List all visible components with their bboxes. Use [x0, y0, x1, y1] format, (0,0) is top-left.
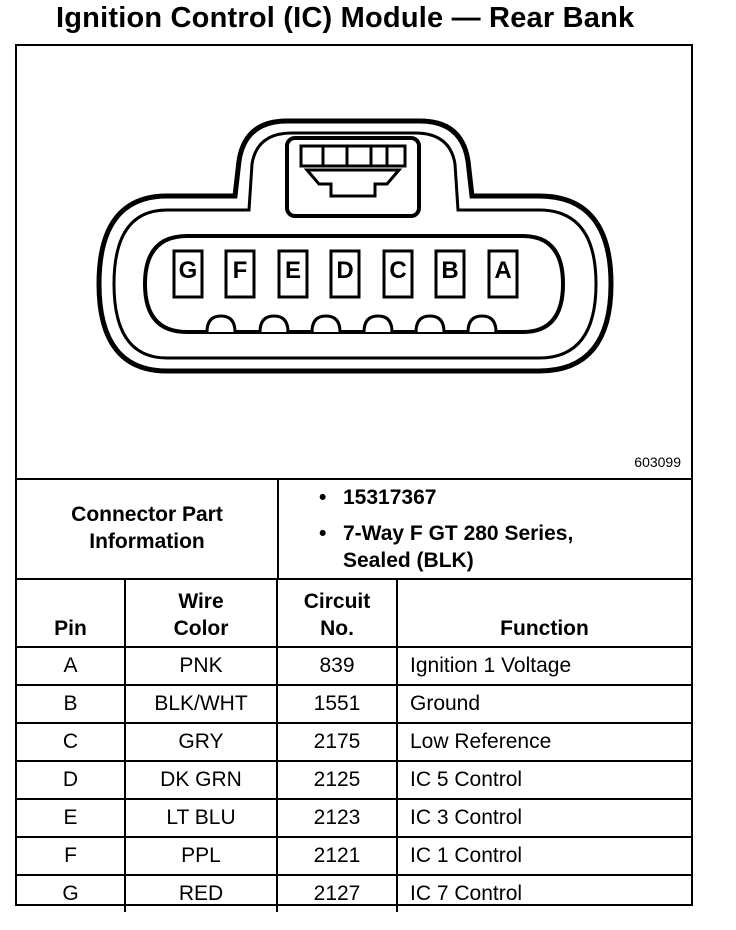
table-row	[17, 799, 691, 837]
wire-color-cell: GRY	[125, 723, 277, 761]
connector-part-number: 15317367	[343, 486, 437, 509]
cavity-bumps	[207, 316, 496, 332]
function-cell: Ignition 1 Voltage	[397, 647, 691, 685]
function-cell: Ground	[397, 685, 691, 723]
connector-info-list	[315, 484, 685, 583]
wire-color-cell: LT BLU	[125, 799, 277, 837]
header-pin: Pin	[17, 578, 125, 647]
circuit-cell: 2175	[277, 723, 397, 761]
connector-info-label-line1: Connector Part	[71, 503, 223, 526]
pin-label-c: C	[389, 257, 407, 284]
table-row	[17, 875, 691, 912]
connector-info-item	[315, 484, 685, 511]
wire-color-cell: DK GRN	[125, 761, 277, 799]
pin-cell: E	[17, 799, 125, 837]
table-row	[17, 723, 691, 761]
pin-cell: F	[17, 837, 125, 875]
wire-color-cell: BLK/WHT	[125, 685, 277, 723]
pin-label-d: D	[336, 257, 354, 284]
circuit-cell: 2121	[277, 837, 397, 875]
table-row	[17, 837, 691, 875]
header-circuit-no: Circuit No.	[277, 578, 397, 647]
pin-label-e: E	[284, 257, 302, 284]
connector-figure	[17, 46, 691, 480]
table-row	[17, 647, 691, 685]
page-title: Ignition Control (IC) Module — Rear Bank	[56, 2, 635, 34]
pin-label-f: F	[232, 257, 248, 284]
latch-icon	[287, 138, 419, 216]
connector-info-item	[315, 520, 685, 574]
function-cell: IC 5 Control	[397, 761, 691, 799]
pin-cell: B	[17, 685, 125, 723]
circuit-cell: 2125	[277, 761, 397, 799]
connector-frame	[15, 44, 693, 906]
function-cell: IC 3 Control	[397, 799, 691, 837]
pin-cell: C	[17, 723, 125, 761]
connector-info-label-line2: Information	[89, 530, 205, 553]
pinout-header-row	[17, 578, 691, 647]
wire-color-cell: RED	[125, 875, 277, 912]
figure-code: 603099	[634, 454, 681, 470]
table-row	[17, 685, 691, 723]
table-row	[17, 761, 691, 799]
pin-label-g: G	[178, 257, 198, 284]
wire-color-cell: PPL	[125, 837, 277, 875]
function-cell: IC 7 Control	[410, 882, 523, 905]
pinout-table	[17, 578, 691, 912]
connector-info-label	[17, 478, 279, 578]
connector-description-line1: 7-Way F GT 280 Series,	[343, 522, 574, 545]
header-function: Function	[397, 578, 691, 647]
circuit-cell: 1551	[277, 685, 397, 723]
circuit-cell: 2127	[277, 875, 397, 912]
pin-cell: D	[17, 761, 125, 799]
function-cell: IC 1 Control	[397, 837, 691, 875]
pin-cell: G	[17, 875, 125, 912]
pin-label-a: A	[494, 257, 512, 284]
function-cell: Low Reference	[397, 723, 691, 761]
connector-face-drawing	[17, 46, 691, 478]
wire-color-cell: PNK	[125, 647, 277, 685]
connector-description-line2: Sealed (BLK)	[343, 549, 474, 572]
pin-label-b: B	[441, 257, 459, 284]
pin-cell: A	[17, 647, 125, 685]
connector-info-section	[17, 478, 691, 580]
circuit-cell: 2123	[277, 799, 397, 837]
circuit-cell: 839	[277, 647, 397, 685]
header-wire-color: Wire Color	[125, 578, 277, 647]
